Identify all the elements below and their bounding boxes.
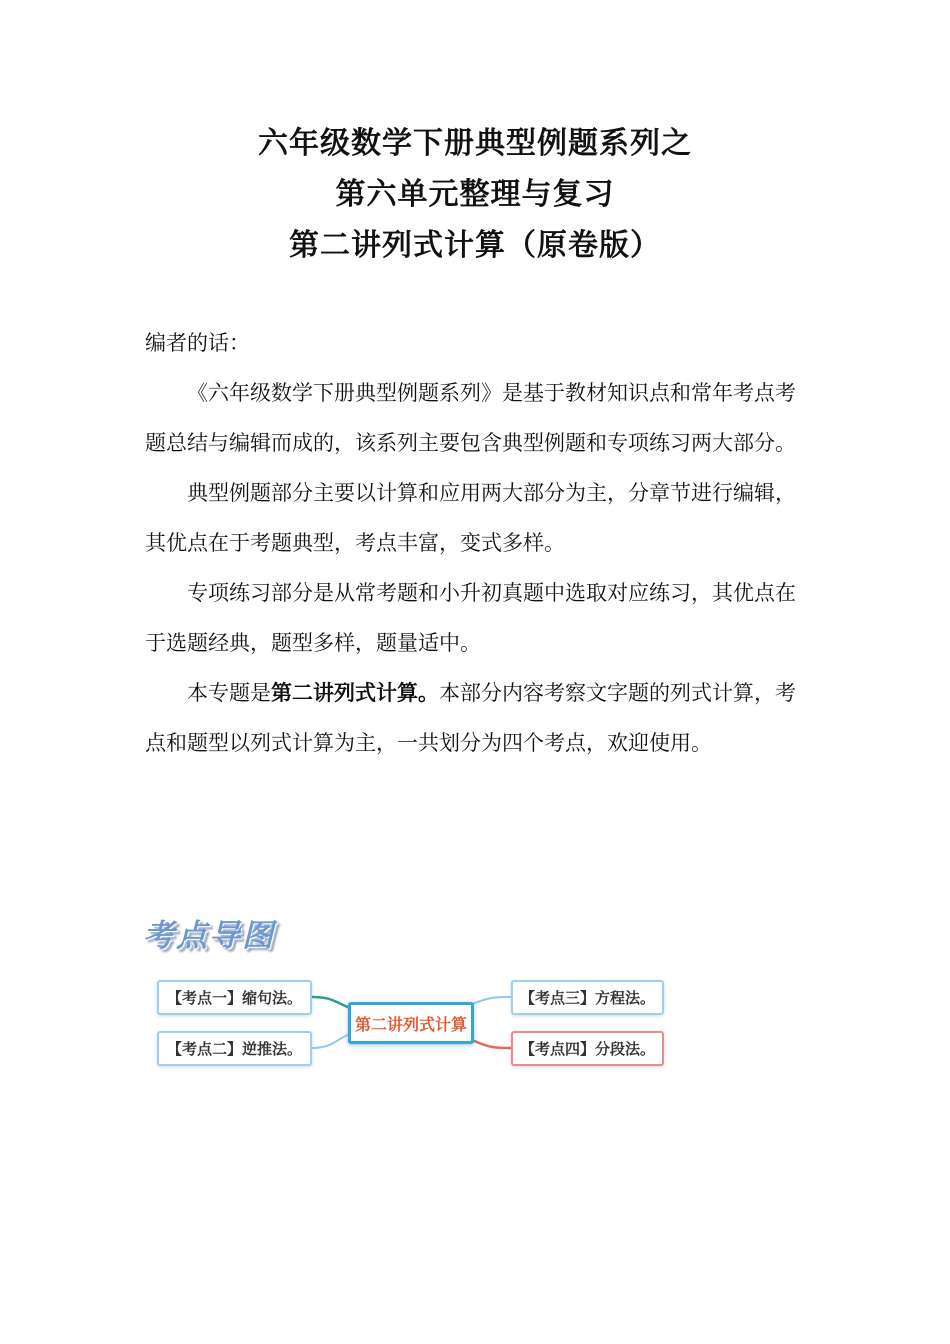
connector-node2 <box>312 1034 350 1048</box>
intro-p4-topic: 第二讲列式计算。 <box>271 681 439 705</box>
connector-node3 <box>472 997 511 1004</box>
intro-paragraph-1: 《六年级数学下册典型例题系列》是基于教材知识点和常年考点考题总结与编辑而成的，该系列主要包含典型例题和专项练习两大部分。 <box>145 381 796 455</box>
mindmap-node-2: 【考点二】逆推法。 <box>157 1031 312 1066</box>
connector-node1 <box>312 997 350 1008</box>
mindmap-node-1: 【考点一】缩句法。 <box>157 980 312 1015</box>
intro-p4-prefix: 本专题是 <box>187 681 271 705</box>
intro-paragraph-2: 典型例题部分主要以计算和应用两大部分为主，分章节进行编辑，其优点在于考题典型，考点丰富，变式多样。 <box>145 481 796 555</box>
title-line-2: 第六单元整理与复习 <box>335 177 615 212</box>
mindmap-node-3: 【考点三】方程法。 <box>511 980 664 1015</box>
title-line-3: 第二讲列式计算（原卷版） <box>289 228 661 263</box>
intro-paragraph-3: 专项练习部分是从常考题和小升初真题中选取对应练习，其优点在于选题经典，题型多样，题量适中。 <box>145 581 796 655</box>
mindmap-center-node: 第二讲列式计算 <box>348 1002 474 1044</box>
mindmap-node-4: 【考点四】分段法。 <box>511 1031 664 1066</box>
intro-p4-suffix: 本部分内容考察文字题的列式计算，考点和题型以列式计算为主，一共划分为四个考点，欢迎使用。 <box>145 681 796 755</box>
title-line-1: 六年级数学下册典型例题系列之 <box>258 126 692 161</box>
mindmap-heading: 考点导图 <box>143 918 275 954</box>
editor-note-heading: 编者的话： <box>145 331 250 355</box>
connector-node4 <box>472 1040 511 1048</box>
